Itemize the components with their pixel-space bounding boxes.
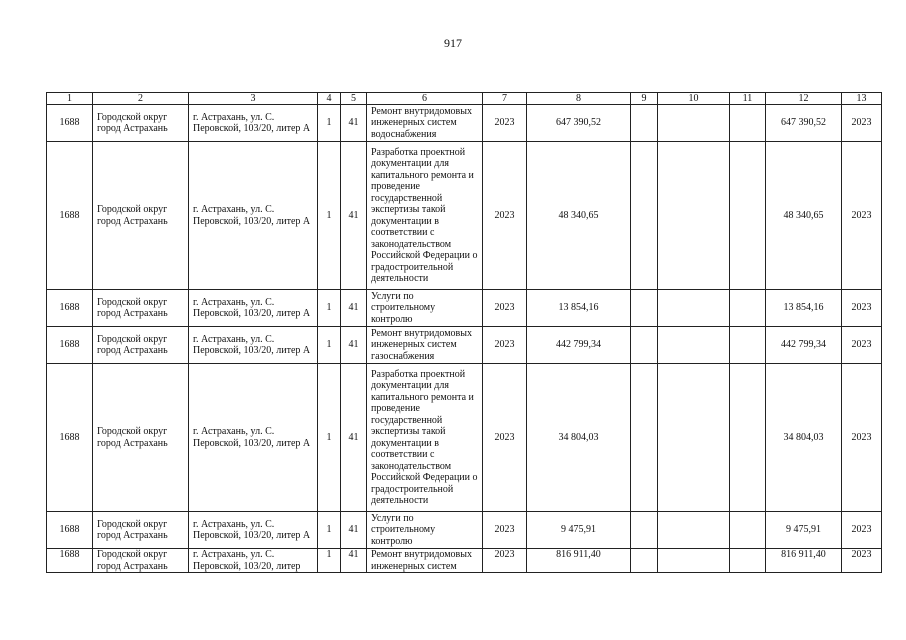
table-row xyxy=(47,364,882,512)
cell-col-5: 41 xyxy=(341,142,367,290)
cell-col-11 xyxy=(730,549,766,573)
cell-col-10 xyxy=(658,290,730,327)
cell-col-10 xyxy=(658,327,730,364)
column-number-header-row xyxy=(47,93,882,105)
cell-year: 2023 xyxy=(483,364,527,512)
cell-cost: 34 804,03 xyxy=(527,364,631,512)
cell-col-11 xyxy=(730,290,766,327)
table-row xyxy=(47,512,882,549)
cell-col-4: 1 xyxy=(318,364,341,512)
cell-col-5: 41 xyxy=(341,364,367,512)
cell-cost-total: 48 340,65 xyxy=(766,142,842,290)
cell-year-end: 2023 xyxy=(842,327,882,364)
cell-col-10 xyxy=(658,512,730,549)
column-header: 1 xyxy=(47,93,93,105)
column-header: 13 xyxy=(842,93,882,105)
cell-cost: 816 911,40 xyxy=(527,549,631,573)
registry-table xyxy=(46,92,882,573)
cell-cost-total: 13 854,16 xyxy=(766,290,842,327)
cell-cost: 9 475,91 xyxy=(527,512,631,549)
cell-cost-total: 816 911,40 xyxy=(766,549,842,573)
table-row xyxy=(47,327,882,364)
cell-col-9 xyxy=(631,105,658,142)
cell-municipality: Городской округ город Астрахань xyxy=(93,327,189,364)
cell-col-4: 1 xyxy=(318,327,341,364)
cell-work-type: Разработка проектной документации для капитального ремонта и проведение государственной экспертизы такой документации в соответствии с законодательством Российской Федерации о градостроительной деятельности xyxy=(367,364,483,512)
cell-registry-number: 1688 xyxy=(47,105,93,142)
cell-address: г. Астрахань, ул. С. Перовской, 103/20, литер А xyxy=(189,142,318,290)
cell-year-end: 2023 xyxy=(842,512,882,549)
cell-municipality: Городской округ город Астрахань xyxy=(93,105,189,142)
cell-municipality: Городской округ город Астрахань xyxy=(93,142,189,290)
cell-address: г. Астрахань, ул. С. Перовской, 103/20, литер А xyxy=(189,364,318,512)
cell-year-end: 2023 xyxy=(842,364,882,512)
table-row xyxy=(47,549,882,573)
cell-col-9 xyxy=(631,512,658,549)
cell-col-4: 1 xyxy=(318,290,341,327)
cell-registry-number: 1688 xyxy=(47,142,93,290)
cell-cost: 442 799,34 xyxy=(527,327,631,364)
cell-work-type: Услуги по строительному контролю xyxy=(367,512,483,549)
cell-year-end: 2023 xyxy=(842,142,882,290)
cell-work-type: Ремонт внутридомовых инженерных систем xyxy=(367,549,483,573)
cell-municipality: Городской округ город Астрахань xyxy=(93,290,189,327)
cell-year: 2023 xyxy=(483,512,527,549)
cell-col-11 xyxy=(730,512,766,549)
cell-year: 2023 xyxy=(483,549,527,573)
column-header: 3 xyxy=(189,93,318,105)
cell-cost: 48 340,65 xyxy=(527,142,631,290)
cell-year: 2023 xyxy=(483,142,527,290)
column-header: 7 xyxy=(483,93,527,105)
column-header: 2 xyxy=(93,93,189,105)
cell-year-end: 2023 xyxy=(842,105,882,142)
column-header: 6 xyxy=(367,93,483,105)
cell-col-5: 41 xyxy=(341,327,367,364)
column-header: 4 xyxy=(318,93,341,105)
cell-col-5: 41 xyxy=(341,549,367,573)
cell-col-10 xyxy=(658,549,730,573)
cell-year-end: 2023 xyxy=(842,549,882,573)
cell-col-10 xyxy=(658,364,730,512)
cell-col-9 xyxy=(631,290,658,327)
cell-cost-total: 442 799,34 xyxy=(766,327,842,364)
cell-col-11 xyxy=(730,142,766,290)
cell-col-5: 41 xyxy=(341,512,367,549)
cell-work-type: Ремонт внутридомовых инженерных систем газоснабжения xyxy=(367,327,483,364)
cell-municipality: Городской округ город Астрахань xyxy=(93,549,189,573)
column-header: 12 xyxy=(766,93,842,105)
cell-col-4: 1 xyxy=(318,142,341,290)
cell-address: г. Астрахань, ул. С. Перовской, 103/20, литер А xyxy=(189,290,318,327)
cell-col-4: 1 xyxy=(318,549,341,573)
cell-year: 2023 xyxy=(483,290,527,327)
cell-col-11 xyxy=(730,105,766,142)
cell-col-9 xyxy=(631,327,658,364)
cell-cost: 13 854,16 xyxy=(527,290,631,327)
cell-cost-total: 34 804,03 xyxy=(766,364,842,512)
cell-work-type: Услуги по строительному контролю xyxy=(367,290,483,327)
cell-col-4: 1 xyxy=(318,105,341,142)
column-header: 11 xyxy=(730,93,766,105)
cell-cost-total: 9 475,91 xyxy=(766,512,842,549)
cell-col-4: 1 xyxy=(318,512,341,549)
cell-col-9 xyxy=(631,364,658,512)
cell-municipality: Городской округ город Астрахань xyxy=(93,364,189,512)
cell-municipality: Городской округ город Астрахань xyxy=(93,512,189,549)
cell-work-type: Ремонт внутридомовых инженерных систем водоснабжения xyxy=(367,105,483,142)
cell-col-11 xyxy=(730,327,766,364)
cell-registry-number: 1688 xyxy=(47,327,93,364)
column-header: 10 xyxy=(658,93,730,105)
cell-col-9 xyxy=(631,549,658,573)
cell-address: г. Астрахань, ул. С. Перовской, 103/20, литер А xyxy=(189,105,318,142)
cell-address: г. Астрахань, ул. С. Перовской, 103/20, литер xyxy=(189,549,318,573)
table-row xyxy=(47,105,882,142)
page-number: 917 xyxy=(444,36,462,50)
cell-address: г. Астрахань, ул. С. Перовской, 103/20, литер А xyxy=(189,327,318,364)
column-header: 5 xyxy=(341,93,367,105)
cell-year: 2023 xyxy=(483,105,527,142)
cell-col-10 xyxy=(658,105,730,142)
cell-col-10 xyxy=(658,142,730,290)
cell-year-end: 2023 xyxy=(842,290,882,327)
column-header: 8 xyxy=(527,93,631,105)
cell-year: 2023 xyxy=(483,327,527,364)
cell-cost-total: 647 390,52 xyxy=(766,105,842,142)
table-row xyxy=(47,142,882,290)
cell-registry-number: 1688 xyxy=(47,549,93,573)
cell-registry-number: 1688 xyxy=(47,512,93,549)
column-header: 9 xyxy=(631,93,658,105)
cell-col-5: 41 xyxy=(341,290,367,327)
cell-col-11 xyxy=(730,364,766,512)
cell-cost: 647 390,52 xyxy=(527,105,631,142)
cell-address: г. Астрахань, ул. С. Перовской, 103/20, литер А xyxy=(189,512,318,549)
cell-registry-number: 1688 xyxy=(47,364,93,512)
table-row xyxy=(47,290,882,327)
cell-registry-number: 1688 xyxy=(47,290,93,327)
cell-col-5: 41 xyxy=(341,105,367,142)
cell-work-type: Разработка проектной документации для капитального ремонта и проведение государственной экспертизы такой документации в соответствии с законодательством Российской Федерации о градостроительной деятельности xyxy=(367,142,483,290)
cell-col-9 xyxy=(631,142,658,290)
